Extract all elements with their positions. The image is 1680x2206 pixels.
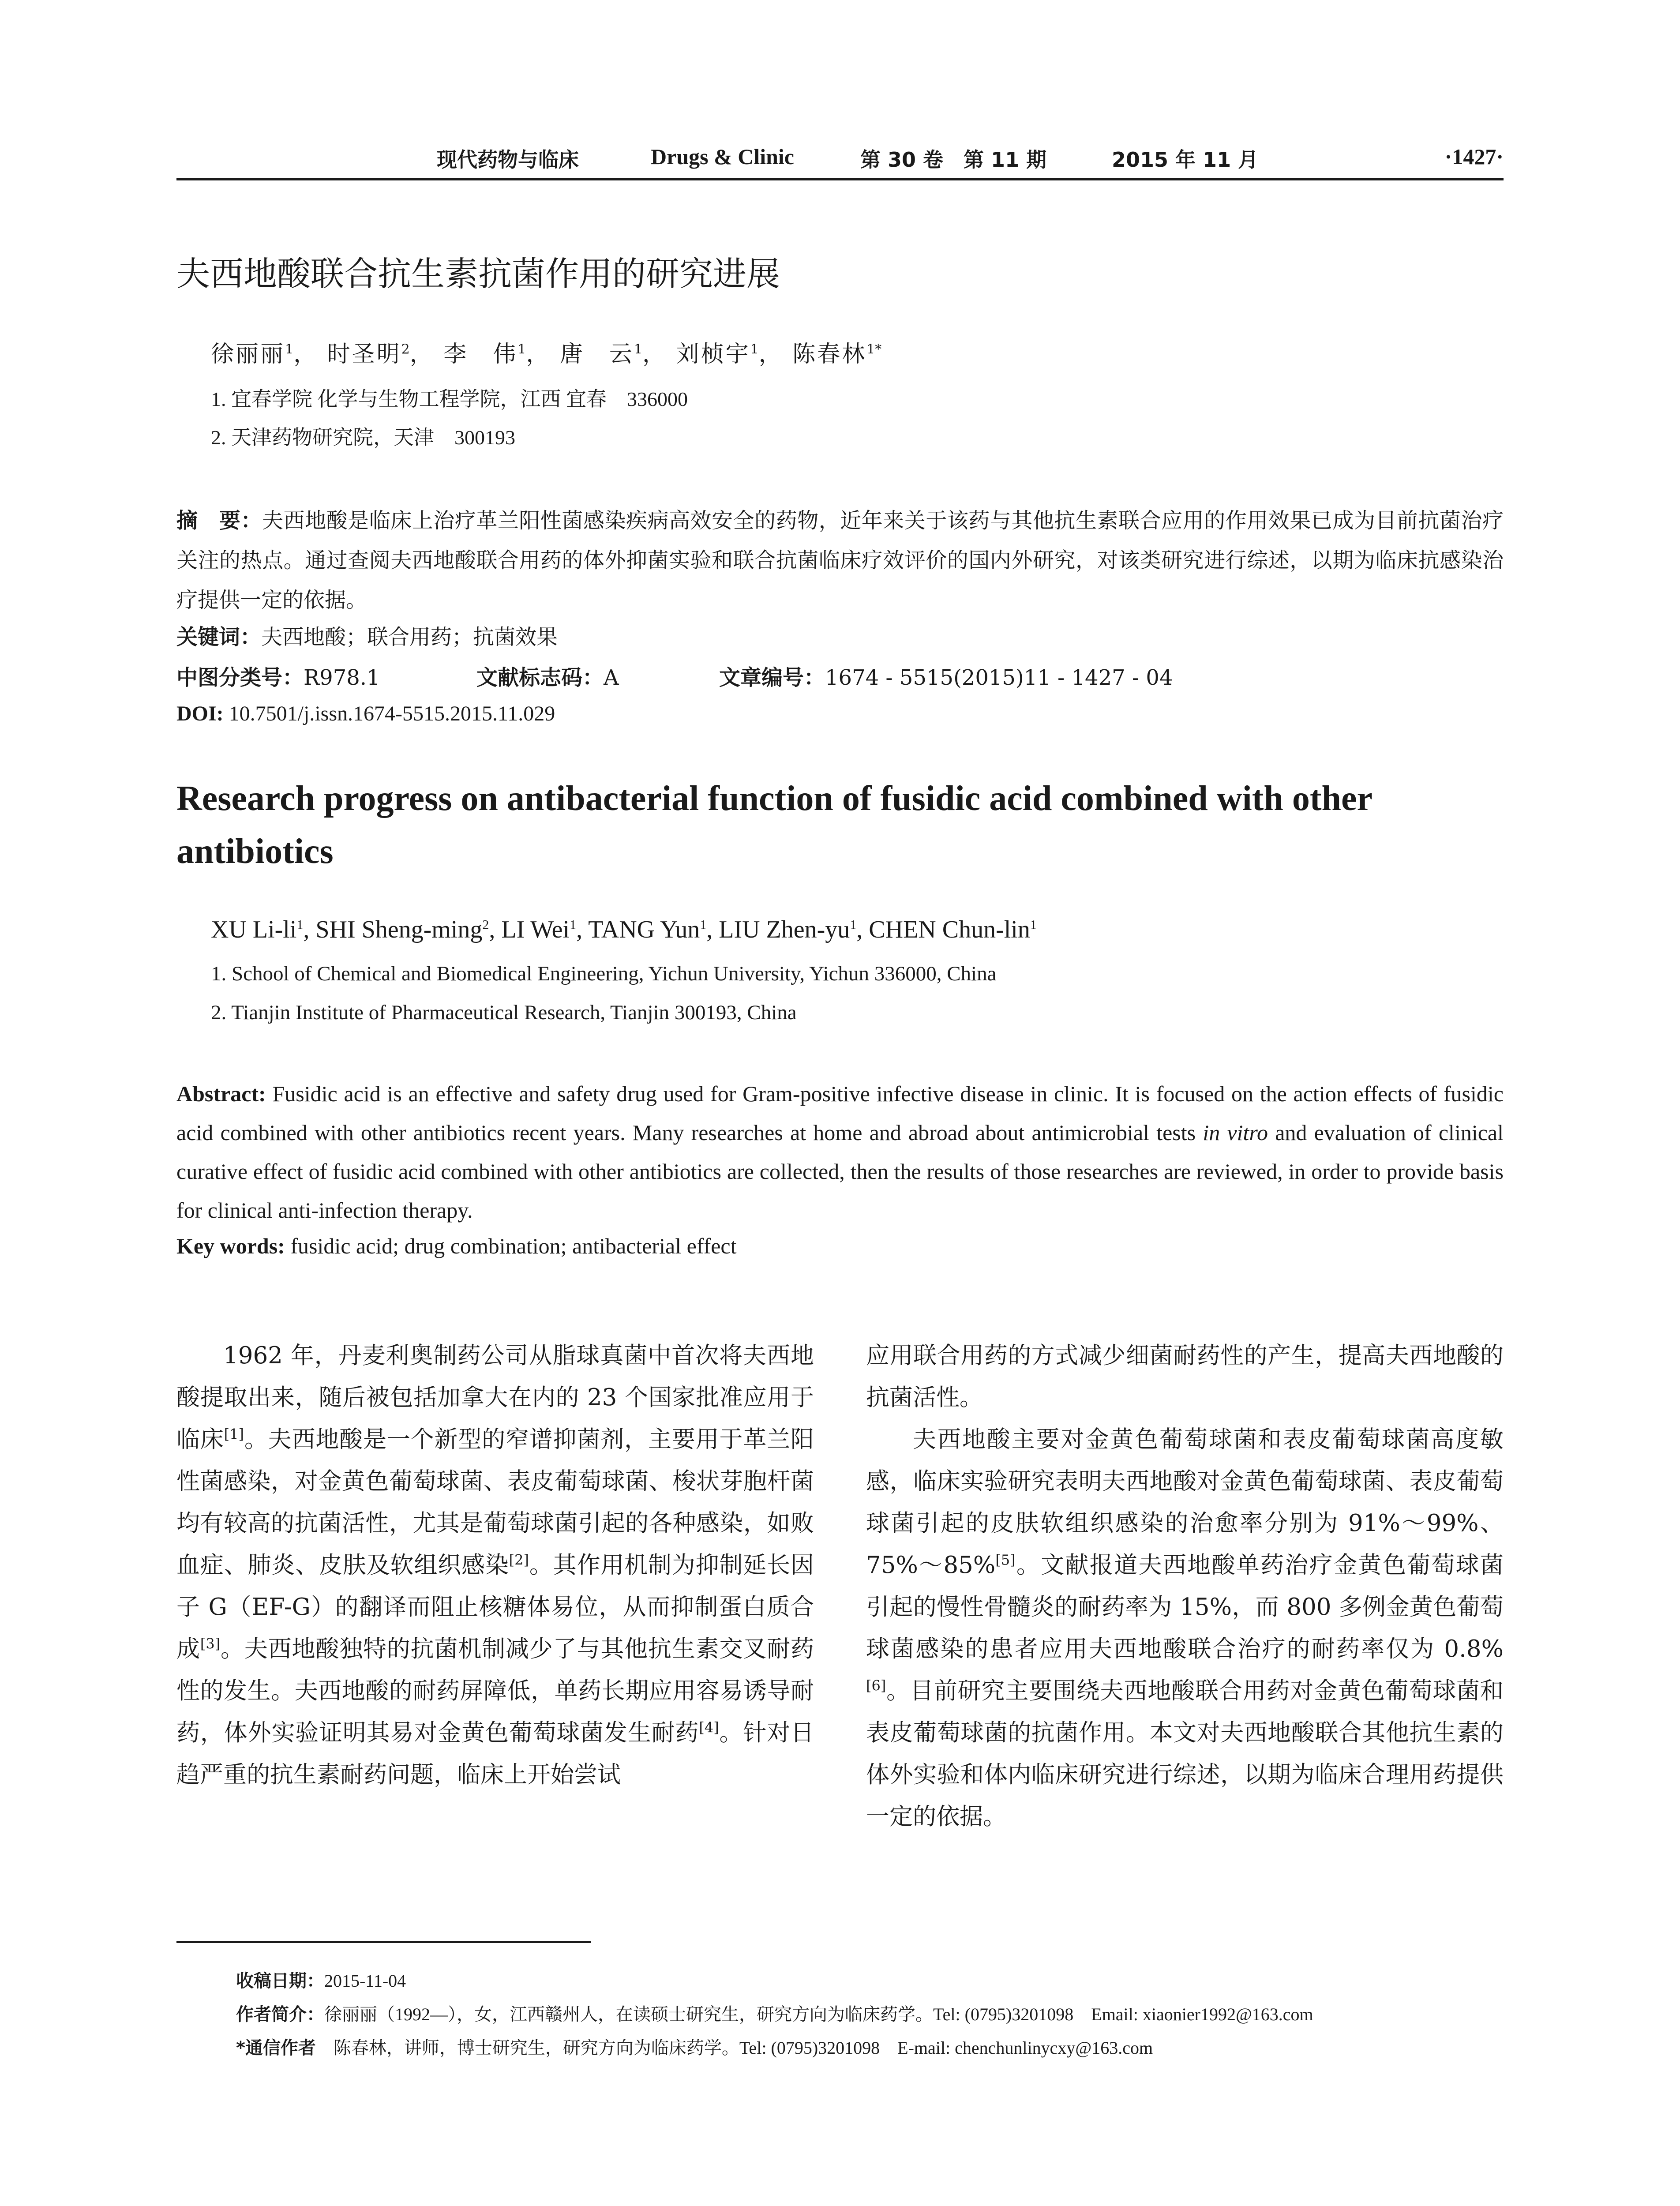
abstract-en-text: and evaluation of clinical curative effect of fusidic acid combined with other antibiotics are collected, then the results of those researches are reviewed, in order to provide basis for clinical anti-infection therapy. bbox=[176, 1120, 1504, 1223]
article-no-value: 1674 - 5515(2015)11 - 1427 - 04 bbox=[825, 665, 1173, 690]
doc-code-label: 文献标志码： bbox=[476, 665, 604, 690]
header-page-number: ·1427· bbox=[1444, 144, 1504, 169]
corresponding-label: *通信作者 bbox=[236, 2038, 316, 2058]
citation: [2] bbox=[509, 1551, 529, 1568]
body-column-right bbox=[866, 1335, 1504, 1838]
title-cn: 夫西地酸联合抗生素抗菌作用的研究进展 bbox=[176, 254, 780, 293]
abstract-cn bbox=[176, 501, 1504, 620]
citation: [4] bbox=[699, 1719, 719, 1736]
authors-en: XU $Li-li^1$, SHI Sheng-ming$^2$, LI Wei$^1$, TANG Yun$^1$, LIU Zhen-$yu^1$, CHEN Chun-lin$^1$ bbox=[211, 916, 1037, 943]
body-paragraph bbox=[866, 1418, 1504, 1838]
keywords-cn-text: 夫西地酸；联合用药；抗菌效果 bbox=[261, 625, 558, 649]
received-value: 2015-11-04 bbox=[324, 1971, 406, 1991]
footnote-corresponding bbox=[236, 2034, 1153, 2059]
author-cn-aff: 2 bbox=[401, 341, 410, 357]
author-cn: 时圣明 bbox=[327, 341, 401, 368]
footnote-author bbox=[236, 2000, 1313, 2026]
footnote-rule bbox=[176, 1941, 591, 1943]
body-text: 。目前研究主要围绕夫西地酸联合用药对金黄色葡萄球菌和表皮葡萄球菌的抗菌作用。本文对夫西地酸联合其他抗生素的体外实验和体内临床研究进行综述，以期为临床合理用药提供一定的依据。 bbox=[866, 1677, 1504, 1830]
header-journal-cn: 现代药物与临床 bbox=[437, 148, 579, 172]
abstract-en-label: Abstract: bbox=[176, 1081, 266, 1106]
body-paragraph bbox=[866, 1335, 1504, 1418]
doc-code-value: A bbox=[604, 665, 619, 690]
clc-label: 中图分类号： bbox=[176, 665, 304, 690]
author-en: XU Li-li bbox=[211, 916, 297, 943]
body-paragraph bbox=[176, 1335, 814, 1796]
author-info-label: 作者简介： bbox=[236, 2004, 324, 2025]
received-label: 收稿日期： bbox=[236, 1971, 324, 1991]
body-text: 。夫西地酸独特的抗菌机制减少了与其他抗生素交叉耐药性的发生。夫西地酸的耐药屏障低，单药长期应用容易诱导耐药，体外实验证明其易对金黄色葡萄球菌发生耐药 bbox=[176, 1636, 814, 1746]
author-info-value: 徐丽丽（1992—），女，江西赣州人，在读硕士研究生，研究方向为临床药学。Tel: (0795)3201098 Email: xiaonier1992@163.com bbox=[324, 2004, 1313, 2024]
body-text: 。夫西地酸是一个新型的窄谱抑菌剂，主要用于革兰阳性菌感染，对金黄色葡萄球菌、表皮葡萄球菌、梭状芽胞杆菌均有较高的抗菌活性，尤其是葡萄球菌引起的各种感染，如败血症、肺炎、皮肤及软组织感染 bbox=[176, 1426, 814, 1579]
keywords-en bbox=[176, 1233, 737, 1259]
corresponding-value: 陈春林，讲师，博士研究生，研究方向为临床药学。Tel: (0795)3201098 E-mail: chenchunlinycxy@163.com bbox=[333, 2038, 1153, 2058]
affiliation-en-1: 1. School of Chemical and Biomedical Engineering, Yichun University, Yichun 336000, China bbox=[211, 962, 997, 985]
author-cn: 刘桢宇 bbox=[676, 341, 750, 368]
article-no-label: 文章编号： bbox=[719, 665, 825, 690]
author-cn-aff: 1* bbox=[866, 341, 882, 357]
running-header bbox=[176, 140, 1504, 176]
citation: [1] bbox=[224, 1426, 244, 1443]
author-en: LIU Zhen-yu bbox=[719, 916, 850, 943]
keywords-en-text: fusidic acid; drug combination; antibacterial effect bbox=[290, 1234, 737, 1258]
abstract-en-italic: in vitro bbox=[1203, 1120, 1268, 1145]
doi-value: 10.7501/j.issn.1674-5515.2015.11.029 bbox=[229, 702, 555, 725]
author-en: LI Wei bbox=[501, 916, 570, 943]
clc-value: R978.1 bbox=[304, 665, 380, 690]
body-column-left bbox=[176, 1335, 814, 1796]
citation: [6] bbox=[866, 1677, 886, 1694]
body-text: 应用联合用药的方式减少细菌耐药性的产生，提高夫西地酸的抗菌活性。 bbox=[866, 1342, 1504, 1411]
keywords-cn bbox=[176, 620, 558, 650]
author-cn: 徐丽丽 bbox=[211, 341, 285, 368]
header-issue: 第 30 卷 第 11 期 bbox=[860, 148, 1047, 172]
author-en: TANG Yun bbox=[588, 916, 700, 943]
affiliation-cn-1: 1. 宜春学院 化学与生物工程学院，江西 宜春 336000 bbox=[211, 388, 688, 410]
abstract-en bbox=[176, 1074, 1504, 1230]
body-text: 。针对日趋严重的抗生素耐药问题，临床上开始尝试 bbox=[176, 1719, 814, 1788]
citation: [3] bbox=[200, 1635, 221, 1652]
authors-cn: 徐丽丽$^1$， 时圣明$^2$， 李 伟$^1$， 唐 云$^1$， 刘桢宇$^1$， 陈春林$^{1*}$ bbox=[211, 341, 882, 368]
abstract-en-text: Fusidic acid is an effective and safety drug used for Gram-positive infective disease in clinic. It is focused on the action effects of fusidic acid combined with other antibiotics recent years. Many researches at home and abroad about antimicrobial tests bbox=[176, 1081, 1504, 1145]
body-text: 。其作用机制为抑制延长因子 G（EF-G）的翻译而阻止核糖体易位，从而抑制蛋白质合成 bbox=[176, 1552, 814, 1662]
abstract-cn-label: 摘 要： bbox=[176, 508, 262, 533]
author-cn-aff: 1 bbox=[750, 341, 759, 357]
author-cn-aff: 1 bbox=[518, 341, 526, 357]
footnote-received bbox=[236, 1967, 406, 1992]
author-en-aff: 1 bbox=[850, 917, 857, 932]
citation: [5] bbox=[995, 1551, 1016, 1568]
author-cn: 李 伟 bbox=[443, 341, 518, 368]
body-text: 。文献报道夫西地酸单药治疗金黄色葡萄球菌引起的慢性骨髓炎的耐药率为 15%，而 800 多例金黄色葡萄球菌感染的患者应用夫西地酸联合治疗的耐药率仅为 0.8% bbox=[866, 1552, 1504, 1662]
author-en-aff: 1 bbox=[296, 917, 304, 932]
affiliation-en-2: 2. Tianjin Institute of Pharmaceutical Research, Tianjin 300193, China bbox=[211, 1001, 797, 1024]
author-cn: 唐 云 bbox=[559, 341, 634, 368]
author-en: SHI Sheng-ming bbox=[315, 916, 483, 943]
author-en: CHEN Chun-lin bbox=[869, 916, 1030, 943]
author-en-aff: 1 bbox=[1030, 917, 1037, 932]
body-text: 1962 年，丹麦利奥制药公司从脂球真菌中首次将夫西地酸提取出来，随后被包括加拿大在内的 23 个国家批准应用于临床 bbox=[176, 1342, 814, 1453]
body-text: 夫西地酸主要对金黄色葡萄球菌和表皮葡萄球菌高度敏感，临床实验研究表明夫西地酸对金黄色葡萄球菌、表皮葡萄球菌引起的皮肤软组织感染的治愈率分别为 91%～99%、75%～85% bbox=[866, 1426, 1504, 1579]
abstract-cn-text: 夫西地酸是临床上治疗革兰阳性菌感染疾病高效安全的药物，近年来关于该药与其他抗生素联合应用的作用效果已成为目前抗菌治疗关注的热点。通过查阅夫西地酸联合用药的体外抑菌实验和联合抗菌临床疗效评价的国内外研究，对该类研究进行综述，以期为临床抗感染治疗提供一定的依据。 bbox=[176, 508, 1504, 612]
author-cn-aff: 1 bbox=[634, 341, 643, 357]
author-en-aff: 1 bbox=[570, 917, 577, 932]
author-en-aff: 1 bbox=[700, 917, 707, 932]
author-cn-aff: 1 bbox=[285, 341, 294, 357]
author-en-aff: 2 bbox=[482, 917, 489, 932]
affiliation-cn-2: 2. 天津药物研究院，天津 300193 bbox=[211, 426, 515, 449]
author-cn: 陈春林 bbox=[792, 341, 867, 368]
header-date: 2015 年 11 月 bbox=[1112, 148, 1259, 172]
header-journal-en: Drugs & Clinic bbox=[651, 144, 794, 169]
keywords-en-label: Key words: bbox=[176, 1234, 285, 1258]
doi-line bbox=[176, 702, 555, 726]
title-en: Research progress on antibacterial function of fusidic acid combined with other antibiotics bbox=[176, 779, 1372, 871]
classification-line bbox=[176, 660, 1504, 690]
header-rule bbox=[176, 178, 1504, 180]
keywords-cn-label: 关键词： bbox=[176, 625, 262, 649]
doi-label: DOI: bbox=[176, 702, 224, 725]
